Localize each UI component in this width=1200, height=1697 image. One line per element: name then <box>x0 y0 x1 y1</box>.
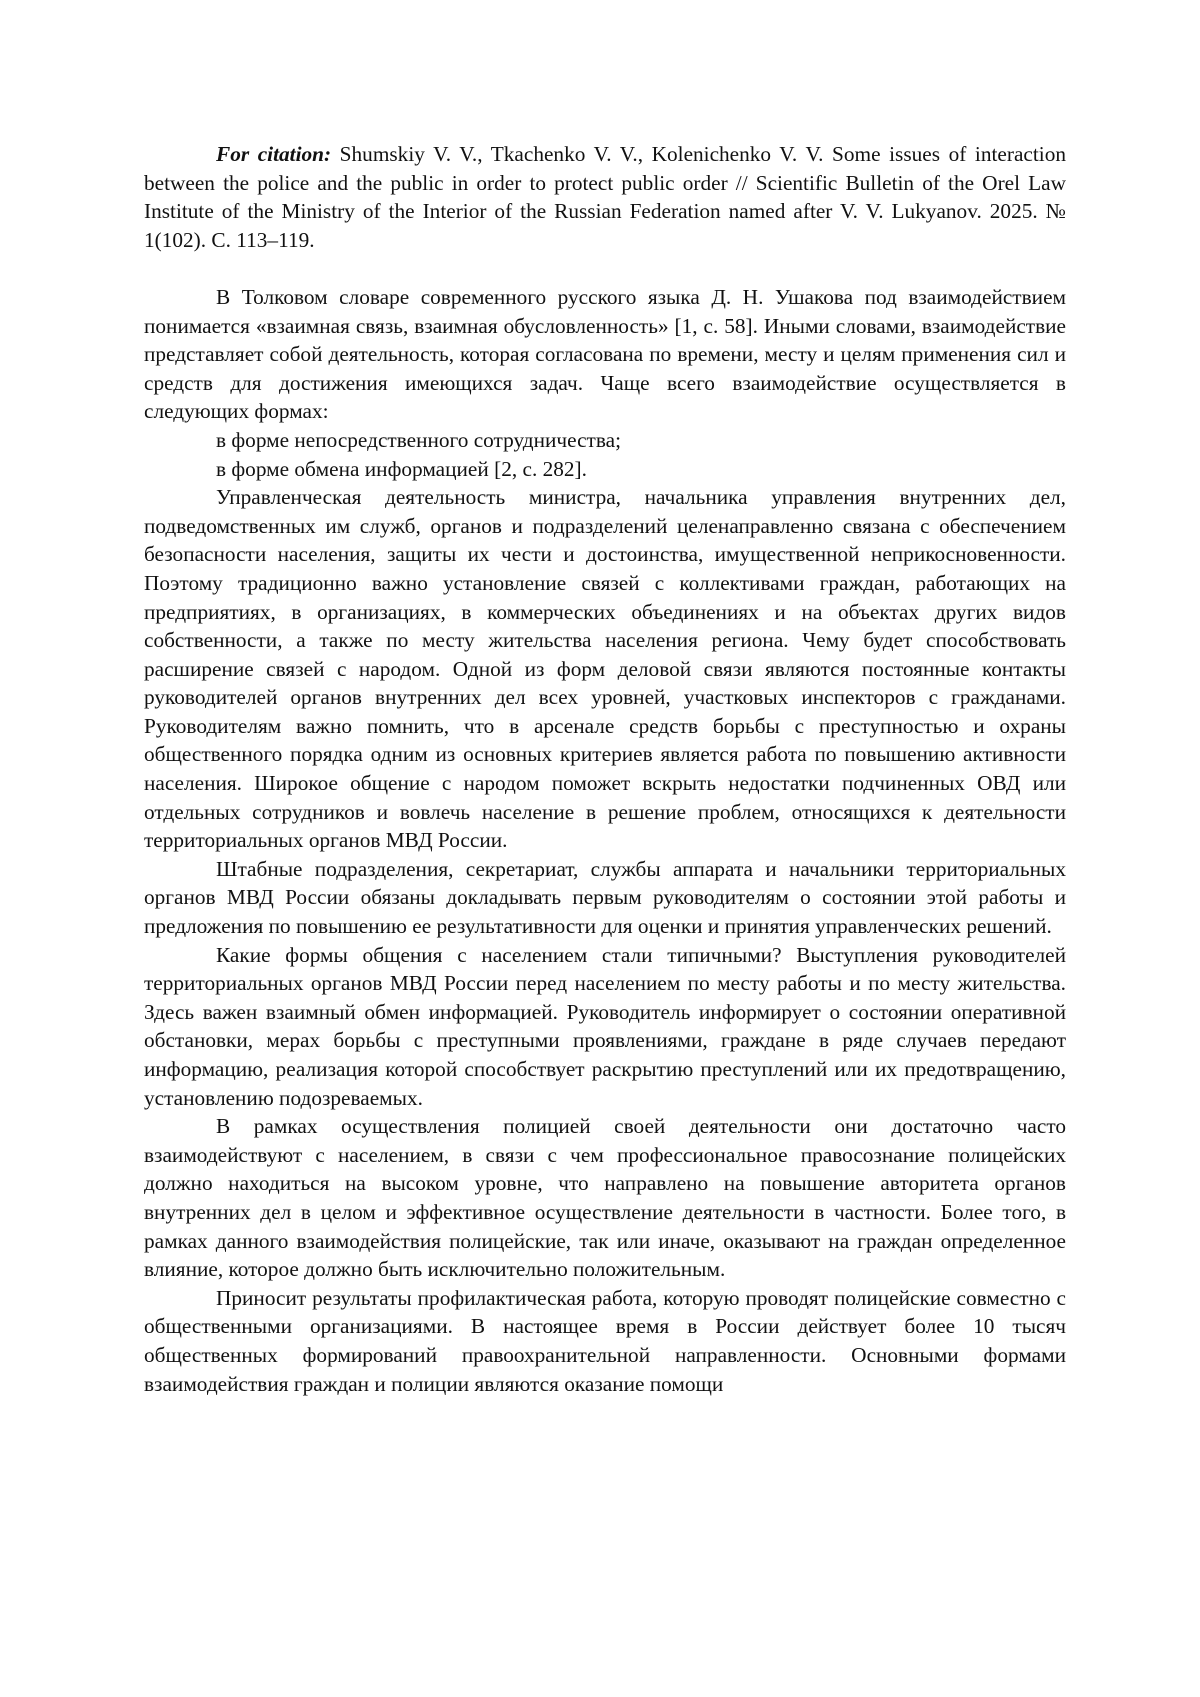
body-paragraph: Приносит результаты профилактическая работа, которую проводят полицейские совместно с общественными организациями. В настоящее время в России действует более 10 тысяч общественных формирований правоохранительной направленности. Основными формами взаимодействия граждан и полиции являются оказание помощи <box>144 1285 1066 1396</box>
body-paragraph: Какие формы общения с населением стали типичными? Выступления руководителей территориальных органов МВД России перед населением по месту работы и по месту жительства. Здесь важен взаимный обмен информацией. Руководитель информирует о состоянии оперативной обстановки, мерах борьбы с преступными проявлениями, граждане в ряде случаев передают информацию, реализация которой способствует раскрытию преступлений или их предотвращению, установлению подозреваемых. <box>144 942 1066 1110</box>
body-paragraph: Управленческая деятельность министра, начальника управления внутренних дел, подведомственных им служб, органов и подразделений целенаправленно связана с обеспечением безопасности населения, защиты их чести и достоинства, имущественной неприкосновенности. Поэтому традиционно важно установление связей с коллективами граждан, работающих на предприятиях, в организациях, в коммерческих объединениях и на объектах других видов собственности, а также по месту жительства населения региона. Чему будет способствовать расширение связей с народом. Одной из форм деловой связи являются постоянные контакты руководителей органов внутренних дел всех уровней, участковых инспекторов с гражданами. Руководителям важно помнить, что в арсенале средств борьбы с преступностью и охраны общественного порядка одним из основных критериев является работа по повышению активности населения. Широкое общение с народом поможет вскрыть недостатки подчиненных ОВД или отдельных сотрудников и вовлечь население в решение проблем, относящихся к деятельности территориальных органов МВД России. <box>144 485 1066 853</box>
citation-label: For citation: <box>216 142 332 166</box>
citation-text: Shumskiy V. V., Tkachenko V. V., Kolenichenko V. V. Some issues of interaction between the police and the public in order to protect public order // Scientific Bulletin of the Orel Law Institute of the Ministry of the Interior of the Russian Federation named after V. V. Lukyanov. 2025. № 1(102). С. 113–119. <box>144 142 1066 252</box>
list-item: в форме непосредственного сотрудничества; <box>216 427 621 452</box>
body-paragraph: В Толковом словаре современного русского языка Д. Н. Ушакова под взаимодействием понимается «взаимная связь, взаимная обусловленность» [1, с. 58]. Иными словами, взаимодействие представляет собой деятельность, которая согласована по времени, месту и целям применения сил и средств для достижения имеющихся задач. Чаще всего взаимодействие осуществляется в следующих формах: <box>144 284 1066 424</box>
citation-paragraph <box>144 140 1066 254</box>
list-item: в форме обмена информацией [2, с. 282]. <box>216 456 587 481</box>
document-page <box>144 140 1066 1398</box>
body-paragraph: В рамках осуществления полицией своей деятельности они достаточно часто взаимодействуют с населением, в связи с чем профессиональное правосознание полицейских должно находиться на высоком уровне, что направлено на повышение авторитета органов внутренних дел в целом и эффективное осуществление деятельности в частности. Более того, в рамках данного взаимодействия полицейские, так или иначе, оказывают на граждан определенное влияние, которое должно быть исключительно положительным. <box>144 1114 1066 1282</box>
body-paragraph: Штабные подразделения, секретариат, службы аппарата и начальники территориальных органов МВД России обязаны докладывать первым руководителям о состоянии этой работы и предложения по повышению ее результативности для оценки и принятия управленческих решений. <box>144 856 1066 939</box>
paragraph-spacer <box>144 254 1066 283</box>
